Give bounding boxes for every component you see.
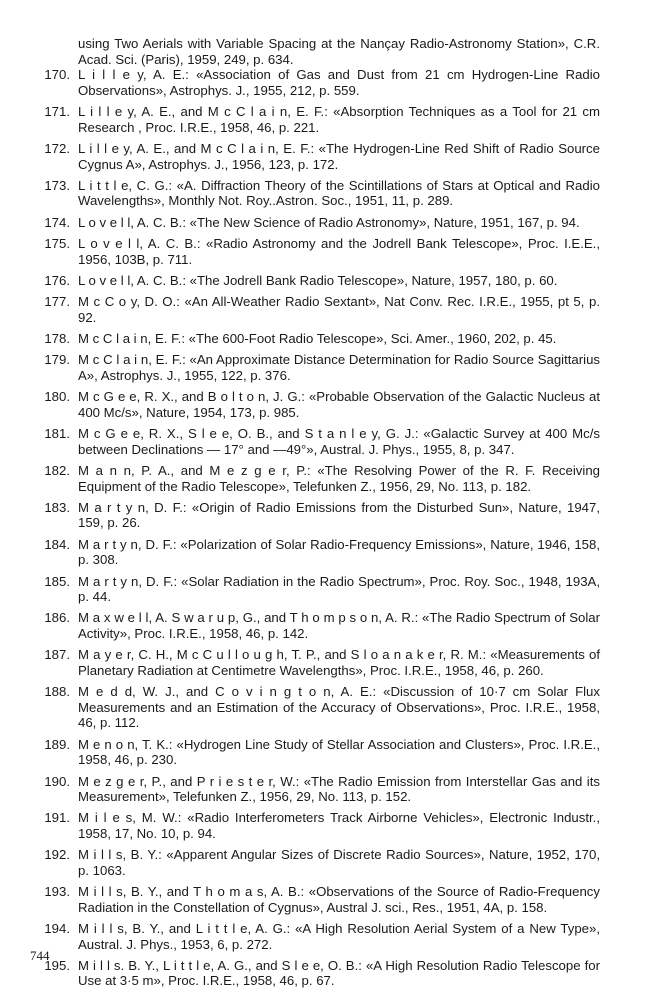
reference-number: 174. [44, 214, 70, 230]
reference-number: 188. [44, 684, 70, 700]
reference-item [28, 236, 600, 267]
reference-text: L o v e l l, A. C. B.: «The New Science of Radio Astronomy», Nature, 1951, 167, p. 94. [78, 214, 580, 230]
reference-text: M e d d, W. J., and C o v i n g t o n, A. E.: «Discussion of 10·7 cm Solar Flux Measurements and an Estimation of the Accuracy of Observations», Proc. I.R.E., 1958, 46, p. 112. [78, 684, 600, 731]
reference-item [28, 141, 600, 172]
reference-item [28, 958, 600, 989]
reference-number: 187. [44, 647, 70, 663]
reference-item [28, 537, 600, 568]
reference-number: 189. [44, 736, 70, 752]
reference-number: 195. [44, 957, 70, 973]
reference-text: M c G e e, R. X., and B o l t o n, J. G.: «Probable Observation of the Galactic Nucleus at 400 Mc/s», Nature, 1954, 173, p. 985. [78, 389, 600, 420]
reference-item [28, 884, 600, 915]
reference-item [28, 67, 600, 98]
reference-item [28, 684, 600, 731]
reference-number: 175. [44, 235, 70, 251]
reference-number: 177. [44, 294, 70, 310]
reference-number: 180. [44, 389, 70, 405]
reference-item [28, 847, 600, 878]
reference-item [28, 610, 600, 641]
reference-text: M i l l s, B. Y., and T h o m a s, A. B.: «Observations of the Source of Radio-Frequency Radiation in the Constellation of Cygnus», Austral J. sci., Res., 1951, 4A, p. 158. [78, 884, 600, 915]
reference-number: 194. [44, 921, 70, 936]
reference-number: 182. [44, 462, 70, 478]
reference-item [28, 426, 600, 457]
reference-text: L i l l e y, A. E.: «Association of Gas and Dust from 21 cm Hydrogen-Line Radio Observations», Astrophys. J., 1955, 212, p. 559. [78, 67, 600, 98]
reference-item [28, 647, 600, 678]
reference-item [28, 574, 600, 605]
reference-number: 192. [44, 847, 70, 863]
reference-text: L i l l e y, A. E., and M c C l a i n, E. F.: «Absorption Techniques as a Tool for 21 cm Research , Proc. I.R.E., 1958, 46, p. 221. [78, 104, 600, 135]
reference-text: L o v e l l, A. C. B.: «Radio Astronomy and the Jodrell Bank Telescope», Proc. I.E.E., 1956, 103B, p. 711. [78, 235, 600, 267]
reference-item [28, 294, 600, 325]
reference-text: M c C l a i n, E. F.: «An Approximate Distance Determination for Radio Source Sagittarius A», Astrophys. J., 1955, 122, p. 376. [78, 352, 600, 383]
reference-text: M c C o y, D. O.: «An All-Weather Radio Sextant», Nat Conv. Rec. I.R.E., 1955, pt 5, p. 92. [78, 294, 600, 325]
reference-text: M i l l s. B. Y., L i t t l e, A. G., and S l e e, O. B.: «A High Resolution Radio Telescope for Use at 3·5 m», Proc. I.R.E., 1958, 46, p. 67. [78, 957, 600, 989]
reference-item [28, 737, 600, 768]
reference-number: 179. [44, 352, 70, 368]
reference-number: 184. [44, 536, 70, 552]
reference-number: 170. [44, 67, 70, 83]
reference-number: 193. [44, 884, 70, 900]
reference-item [28, 215, 600, 231]
reference-item [28, 104, 600, 135]
reference-item [28, 500, 600, 531]
reference-number: 173. [44, 177, 70, 193]
reference-number: 183. [44, 499, 70, 515]
reference-text: M a y e r, C. H., M c C u l l o u g h, T. P., and S l o a n a k e r, R. M.: «Measurements of Planetary Radiation at Centimetre Wavelengths», Proc. I.R.E., 1958, 46, p. 260. [78, 647, 600, 678]
reference-item [28, 178, 600, 209]
reference-text: M a r t y n, D. F.: «Origin of Radio Emissions from the Disturbed Sun», Nature, 1947, 159, p. 26. [78, 499, 600, 531]
reference-text: M c C l a i n, E. F.: «The 600-Foot Radio Telescope», Sci. Amer., 1960, 202, p. 45. [78, 331, 557, 346]
reference-item [28, 921, 600, 952]
reference-number: 176. [44, 272, 70, 288]
reference-text: M i l l s, B. Y., and L i t t l e, A. G.: «A High Resolution Aerial System of a New Type», Austral. J. Phys., 1953, 6, p. 272. [78, 921, 600, 952]
reference-item [28, 389, 600, 420]
reference-item [28, 331, 600, 347]
reference-text: L i t t l e, C. G.: «A. Diffraction Theory of the Scintillations of Stars at Optical and Radio Wavelengths», Monthly Not. Roy..Astron. Soc., 1951, 11, p. 289. [78, 177, 600, 209]
reference-text: M e n o n, T. K.: «Hydrogen Line Study of Stellar Association and Clusters», Proc. I.R.E., 1958, 46, p. 230. [78, 736, 600, 768]
reference-item [28, 273, 600, 289]
page-number: 744 [30, 948, 50, 963]
reference-item [28, 774, 600, 805]
reference-number: 172. [44, 140, 70, 156]
reference-text: M a x w e l l, A. S w a r u p, G., and T h o m p s o n, A. R.: «The Radio Spectrum of Solar Activity», Proc. I.R.E., 1958, 46, p. 142. [78, 610, 600, 641]
reference-text: M e z g e r, P., and P r i e s t e r, W.: «The Radio Emission from Interstellar Gas and its Measurement», Telefunken Z., 1956, 29, No. 113, p. 152. [78, 773, 600, 805]
reference-text: M a n n, P. A., and M e z g e r, P.: «The Resolving Power of the R. F. Receiving Equipment of the Radio Telescope», Telefunken Z., 1956, 29, No. 113, p. 182. [78, 462, 600, 494]
reference-number: 178. [44, 331, 70, 346]
reference-text: M a r t y n, D. F.: «Polarization of Solar Radio-Frequency Emissions», Nature, 1946, 158, p. 308. [78, 536, 600, 568]
reference-number: 190. [44, 773, 70, 789]
reference-item [28, 352, 600, 383]
reference-number: 186. [44, 610, 70, 626]
reference-text: M i l e s, M. W.: «Radio Interferometers Track Airborne Vehicles», Electronic Industr., 1958, 17, No. 10, p. 94. [78, 810, 600, 841]
reference-continuation: using Two Aerials with Variable Spacing at the Nançay Radio-Astronomy Station», C.R. Acad. Sci. (Paris), 1959, 249, p. 634. [78, 36, 600, 67]
reference-item [28, 810, 600, 841]
reference-list [28, 36, 600, 995]
reference-text: L i l l e y, A. E., and M c C l a i n, E. F.: «The Hydrogen-Line Red Shift of Radio Source Cygnus A», Astrophys. J., 1956, 123, p. 172. [78, 140, 600, 172]
reference-number: 171. [44, 104, 70, 120]
reference-item [28, 463, 600, 494]
reference-number: 181. [44, 426, 70, 442]
reference-text: L o v e l l, A. C. B.: «The Jodrell Bank Radio Telescope», Nature, 1957, 180, p. 60. [78, 272, 558, 288]
reference-text: M c G e e, R. X., S l e e, O. B., and S t a n l e y, G. J.: «Galactic Survey at 400 Mc/s between Declinations — 17° and —49°», Austral. J. Phys., 1955, 8, p. 347. [78, 426, 600, 457]
reference-text: M a r t y n, D. F.: «Solar Radiation in the Radio Spectrum», Proc. Roy. Soc., 1948, 193A, p. 44. [78, 573, 600, 605]
reference-text: M i l l s, B. Y.: «Apparent Angular Sizes of Discrete Radio Sources», Nature, 1952, 170, p. 1063. [78, 847, 600, 878]
reference-number: 191. [44, 810, 70, 826]
reference-number: 185. [44, 573, 70, 589]
